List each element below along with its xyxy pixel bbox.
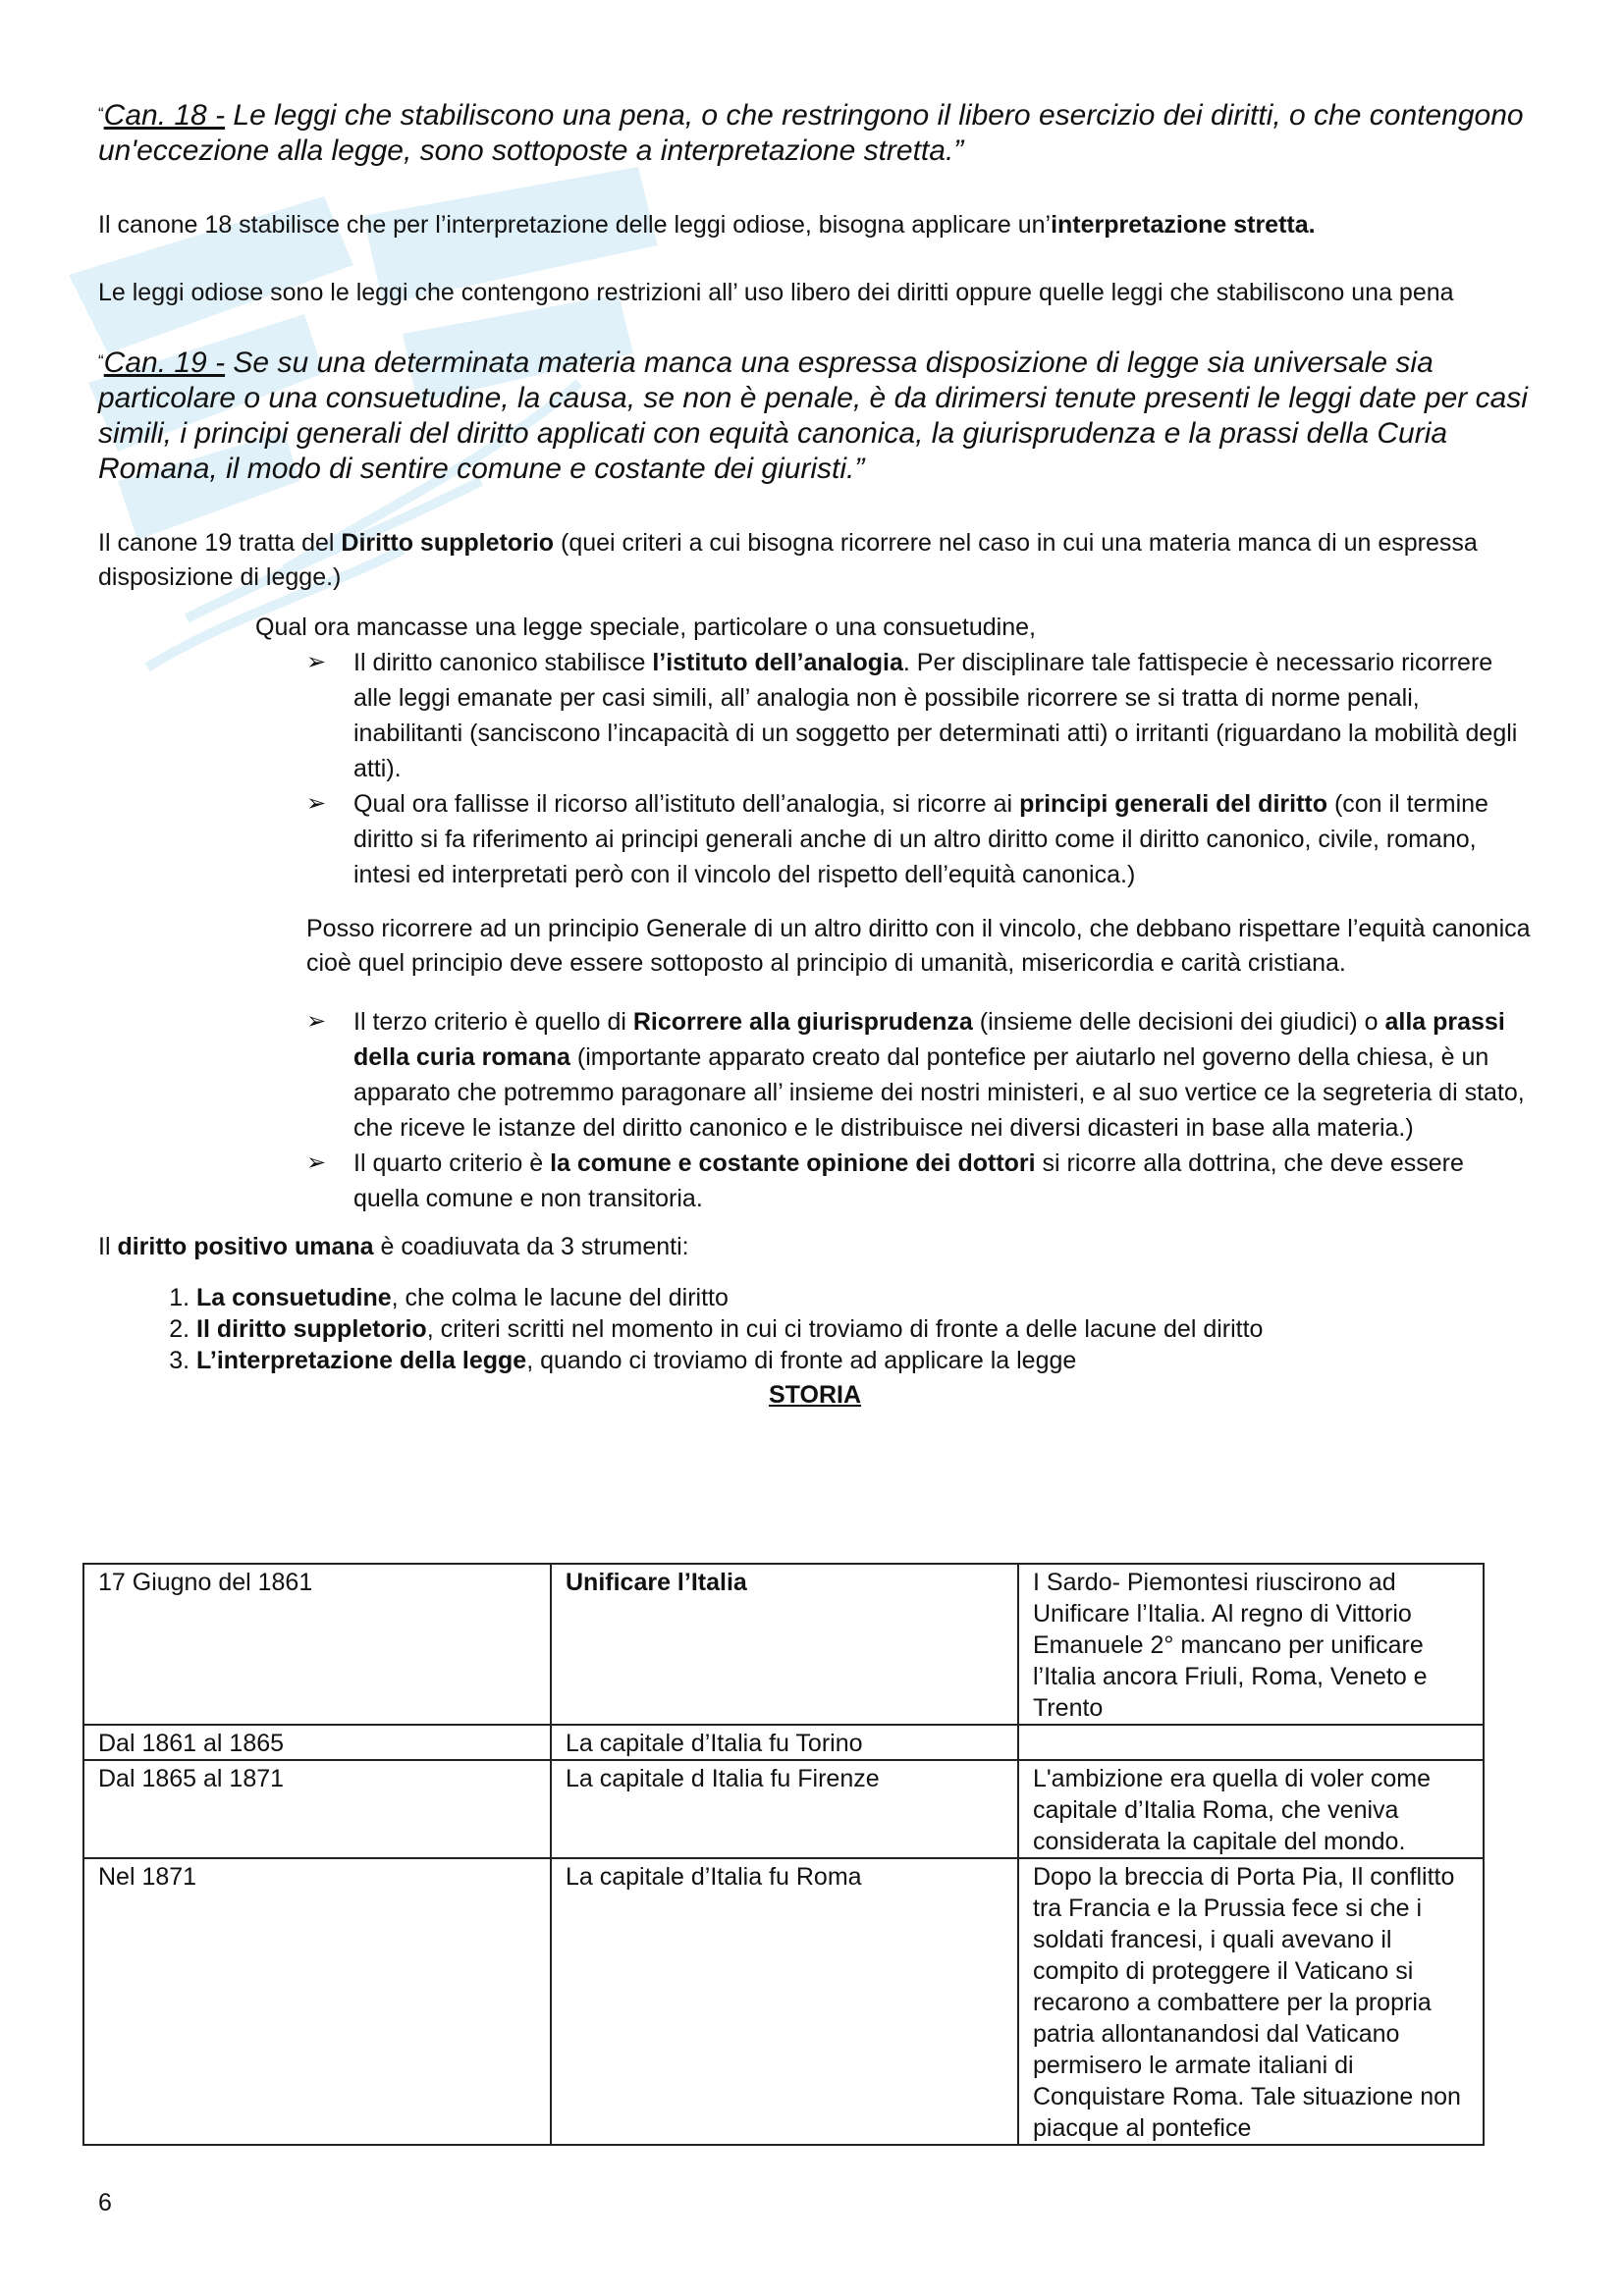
arrow-bullet-icon: ➢	[306, 649, 327, 675]
instruments-list	[98, 1282, 1532, 1376]
section-title-storia: STORIA	[769, 1381, 861, 1409]
list-item: 3. L’interpretazione della legge, quando ci troviamo di fronte ad applicare la legge	[196, 1345, 1532, 1376]
table-cell-note: I Sardo- Piemontesi riuscirono ad Unificare l’Italia. Al regno di Vittorio Emanuele 2° mancano per unificare l’Italia ancora Friuli, Roma, Veneto e Trento	[1018, 1564, 1484, 1725]
storia-table	[82, 1563, 1485, 2146]
canon-19-quote: “Can. 19 - Se su una determinata materia manca una espressa disposizione di legge sia universale sia particolare o una consuetudine, la causa, se non è penale, è da dirimersi tenute presenti le leggi date per casi simili, i principi generali del diritto applicati con equità canonica, la giurisprudenza e la prassi della Curia Romana, il modo di sentire comune e costante dei giuristi.”	[98, 347, 1528, 485]
arrow-bullet-icon: ➢	[306, 1008, 327, 1035]
intro-line: Qual ora mancasse una legge speciale, particolare o una consuetudine,	[255, 614, 1036, 641]
canon-18-ref: Can. 18 -	[103, 99, 226, 132]
criteria-list-a	[98, 645, 1532, 892]
paragraph-leggi-odiose: Le leggi odiose sono le leggi che contengono restrizioni all’ uso libero dei diritti oppure quelle leggi che stabiliscono una pena	[98, 279, 1454, 306]
criteria-list-b	[98, 1004, 1532, 1216]
table-cell-event: La capitale d Italia fu Firenze	[551, 1760, 1018, 1858]
page-content	[98, 96, 1532, 1412]
list-item: ➢ Il quarto criterio è la comune e costante opinione dei dottori si ricorre alla dottrina, che deve essere quella comune e non transitoria.	[353, 1146, 1532, 1216]
page-number: 6	[98, 2189, 112, 2216]
arrow-bullet-icon: ➢	[306, 790, 327, 817]
list-item: ➢ Qual ora fallisse il ricorso all’istituto dell’analogia, si ricorre ai principi generali del diritto (con il termine diritto si fa riferimento ai principi generali anche di un altro diritto come il diritto canonico, civile, romano, intesi ed interpretati però con il vincolo del rispetto dell’equità canonica.)	[353, 786, 1532, 892]
list-item: 2. Il diritto suppletorio, criteri scritti nel momento in cui ci troviamo di fronte a delle lacune del diritto	[196, 1313, 1532, 1345]
canon-18-quote: “Can. 18 - Le leggi che stabiliscono una pena, o che restringono il libero esercizio dei diritti, o che contengono un'eccezione alla legge, sono sottoposte a interpretazione stretta.”	[98, 99, 1524, 167]
table-row	[83, 1564, 1484, 1725]
list-item: 1. La consuetudine, che colma le lacune del diritto	[196, 1282, 1532, 1313]
table-cell-date: Dal 1865 al 1871	[83, 1760, 551, 1858]
table-cell-event: La capitale d’Italia fu Roma	[551, 1858, 1018, 2145]
table-cell-date: Nel 1871	[83, 1858, 551, 2145]
list-item: ➢ Il diritto canonico stabilisce l’istituto dell’analogia. Per disciplinare tale fattispecie è necessario ricorrere alle leggi emanate per casi simili, all’ analogia non è possibile ricorrere se si tratta di norme penali, inabilitanti (sanciscono l’incapacità di un soggetto per determinati atti) o irritanti (riguardano la mobilità degli atti).	[353, 645, 1532, 786]
canon-19-ref: Can. 19 -	[103, 347, 226, 379]
paragraph-canon-19: Il canone 19 tratta del Diritto suppletorio (quei criteri a cui bisogna ricorrere nel caso in cui una materia manca di un espressa disposizione di legge.)	[98, 529, 1478, 591]
paragraph-canon-18: Il canone 18 stabilisce che per l’interpretazione delle leggi odiose, bisogna applicare un’interpretazione stretta.	[98, 211, 1316, 239]
table-cell-note: Dopo la breccia di Porta Pia, Il conflitto tra Francia e la Prussia fece si che i soldati francesi, i quali avevano il compito di proteggere il Vaticano si recarono a combattere per la propria patria allontanandosi dal Vaticano permisero le armate italiani di Conquistare Roma. Tale situazione non piacque al pontefice	[1018, 1858, 1484, 2145]
table-cell-note: L'ambizione era quella di voler come capitale d’Italia Roma, che veniva considerata la capitale del mondo.	[1018, 1760, 1484, 1858]
table-cell-note	[1018, 1725, 1484, 1760]
table-row	[83, 1725, 1484, 1760]
arrow-bullet-icon: ➢	[306, 1149, 327, 1176]
list-item: ➢ Il terzo criterio è quello di Ricorrere alla giurisprudenza (insieme delle decisioni dei giudici) o alla prassi della curia romana (importante apparato creato dal pontefice per aiutarlo nel governo della chiesa, è un apparato che potremmo paragonare all’ insieme dei nostri ministeri, e al suo vertice ce la segreteria di stato, che riceve le istanze del diritto canonico e le distribuisce nei diversi dicasteri in base alla materia.)	[353, 1004, 1532, 1146]
paragraph-equita: Posso ricorrere ad un principio Generale di un altro diritto con il vincolo, che debbano rispettare l’equità canonica cioè quel principio deve essere sottoposto al principio di umanità, misericordia e carità cristiana.	[306, 915, 1531, 977]
table-cell-event: La capitale d’Italia fu Torino	[551, 1725, 1018, 1760]
table-row	[83, 1858, 1484, 2145]
table-cell-event: Unificare l’Italia	[551, 1564, 1018, 1725]
table-cell-date: 17 Giugno del 1861	[83, 1564, 551, 1725]
table-row	[83, 1760, 1484, 1858]
table-cell-date: Dal 1861 al 1865	[83, 1725, 551, 1760]
paragraph-diritto-positivo: Il diritto positivo umana è coadiuvata da 3 strumenti:	[98, 1233, 689, 1260]
